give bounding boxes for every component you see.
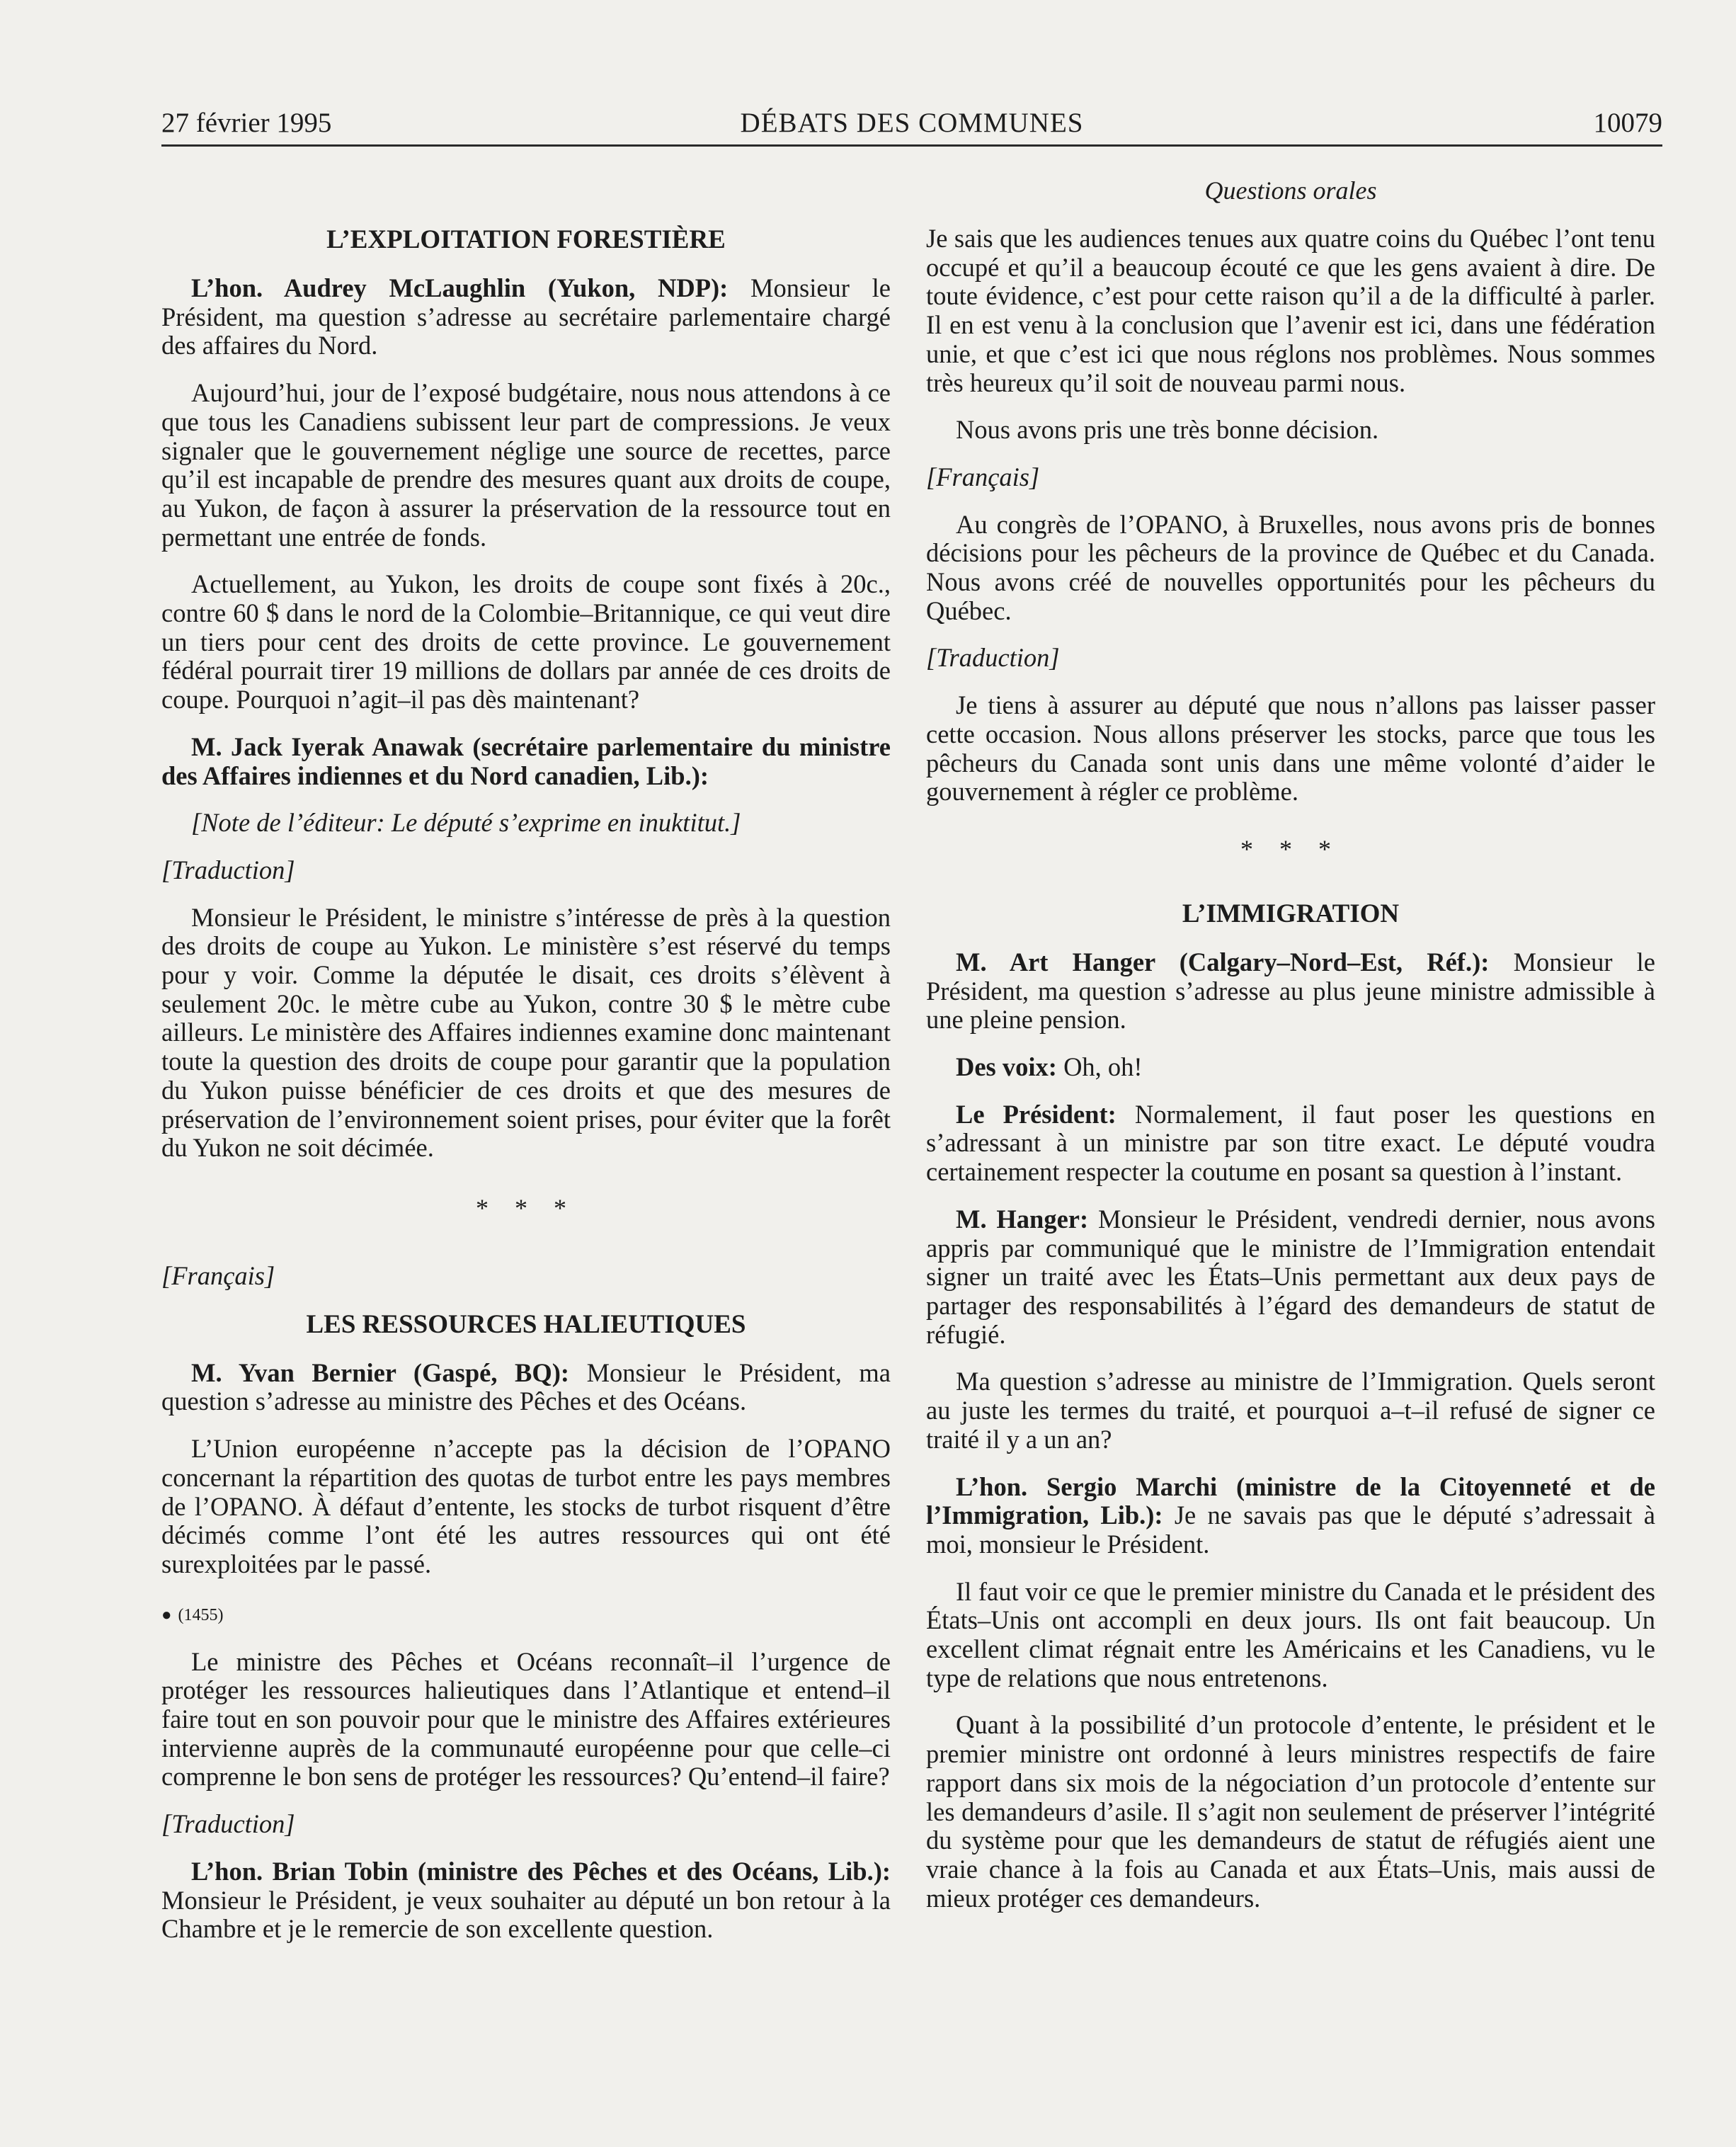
left-column — [161, 173, 891, 1962]
header-title: DÉBATS DES COMMUNES — [740, 108, 1084, 138]
language-note: [Traduction] — [161, 1809, 295, 1839]
time-marker — [161, 1598, 891, 1629]
language-note: [Traduction] — [926, 643, 1060, 673]
speech-paragraph: Je tiens à assurer au député que nous n’allons pas laisser passer cette occasion. Nous allons préserver les stocks, parce que tous les pêcheurs du Canada sont unis dans une même volonté d’aider le gouvernement à régler ce problème. — [926, 690, 1655, 807]
speech-paragraph: M. Art Hanger (Calgary–Nord–Est, Réf.): Monsieur le Président, ma question s’adresse au plus jeune ministre admissible à une pleine pension. — [926, 947, 1656, 1035]
speech-paragraph: M. Yvan Bernier (Gaspé, BQ): Monsieur le Président, ma question s’adresse au ministre des Pêches et des Océans. — [161, 1357, 891, 1416]
speech-paragraph: L’hon. Sergio Marchi (ministre de la Citoyenneté et de l’Immigration, Lib.): Je ne savais pas que le député s’adressait à moi, monsieur le Président. — [926, 1471, 1655, 1559]
speech-paragraph: L’hon. Audrey McLaughlin (Yukon, NDP): Monsieur le Président, ma question s’adresse au secrétaire parlementaire chargé des affaires du Nord. — [161, 273, 891, 360]
speech-paragraph: Actuellement, au Yukon, les droits de coupe sont fixés à 20c., contre 60 $ dans le nord de la Colombie–Britannique, ce qui veut dire un tiers pour cent des droits de cette province. Le gouvernement fédéral pourrait tirer 19 millions de dollars par année de ces droits de coupe. Pourquoi n’agit–il pas dès maintenant? — [161, 569, 891, 714]
running-head: Questions orales — [1204, 176, 1377, 205]
section-separator: * * * — [1240, 834, 1341, 863]
speech-paragraph: M. Hanger: Monsieur le Président, vendredi dernier, nous avons appris par communiqué que le ministre de l’Immigration entendait signer un traité avec les États–Unis permettant aux deux pays de partager des responsabilités à l’égard des demandeurs de statut de réfugié. — [926, 1204, 1655, 1349]
speaker-name: L’hon. Brian Tobin (ministre des Pêches et des Océans, Lib.): — [191, 1856, 891, 1886]
speech-paragraph: Ma question s’adresse au ministre de l’Immigration. Quels seront au juste les termes du traité, et pourquoi a–t–il refusé de signer ce traité il y a un an? — [926, 1367, 1655, 1454]
speaker-name: L’hon. Sergio Marchi (ministre de la Citoyenneté et de l’Immigration, Lib.): — [926, 1471, 1655, 1530]
header-page-number: 10079 — [1593, 108, 1662, 138]
section-heading-forestry: L’EXPLOITATION FORESTIÈRE — [326, 225, 726, 254]
header-rule — [161, 144, 1662, 147]
page-header — [161, 103, 1662, 143]
right-column — [926, 173, 1655, 1931]
section-separator: * * * — [476, 1193, 576, 1222]
speaker-name: L’hon. Audrey McLaughlin (Yukon, NDP): — [191, 273, 729, 302]
speaker-name: M. Hanger: — [956, 1204, 1089, 1234]
language-note: [Traduction] — [161, 855, 295, 884]
speech-paragraph — [161, 733, 891, 790]
speech-paragraph: Il faut voir ce que le premier ministre du Canada et le président des États–Unis ont accompli en deux jours. Ils ont fait beaucoup. Un excellent climat régnait entre les Américains et les Canadiens, vu le type de relations que nous entretenons. — [926, 1576, 1655, 1692]
speech-paragraph: Le Président: Normalement, il faut poser les questions en s’adressant à un ministre par son titre exact. Le député voudra certainement respecter la coutume en posant sa question à l’instant. — [926, 1099, 1655, 1187]
speech-paragraph: Des voix: Oh, oh! — [956, 1052, 1143, 1082]
time-stamp: (1455) — [178, 1605, 224, 1624]
speech-paragraph: Aujourd’hui, jour de l’exposé budgétaire, nous nous attendons à ce que tous les Canadiens subissent leur part de compressions. Je veux signaler que le gouvernement néglige une source de recettes, parce qu’il est incapable de prendre des mesures quant aux droits de coupe, au Yukon, de façon à assurer la préservation de la ressource tout en permettant une entrée de fonds. — [161, 378, 891, 552]
speaker-name: M. Yvan Bernier (Gaspé, BQ): — [191, 1357, 570, 1387]
speaker-name: Le Président: — [956, 1099, 1117, 1129]
editor-note: [Note de l’éditeur: Le député s’exprime en inuktitut.] — [191, 808, 741, 838]
speech-paragraph: Quant à la possibilité d’un protocole d’entente, le président et le premier ministre ont ordonné à leurs ministres respectifs de faire rapport dans six mois de la négociation d’un protocole d’entente sur les demandeurs d’asile. Il s’agit non seulement de préserver l’intégrité du système pour que les demandeurs de statut de réfugiés aient une vraie chance à la fois au Canada et aux États–Unis, mais aussi de mieux protéger ces demandeurs. — [926, 1710, 1655, 1913]
speech-paragraph: Monsieur le Président, le ministre s’intéresse de près à la question des droits de coupe au Yukon. Le ministère s’est réservé du temps pour y voir. Comme la députée le disait, ces droits s’élèvent à seulement 20c. le mètre cube au Yukon, contre 30 $ le mètre cube ailleurs. Le ministère des Affaires indiennes examine donc maintenant toute la question des droits de coupe pour garantir que la population du Yukon puisse bénéficier de ces droits et que des mesures de préservation de l’environnement soient prises, pour éviter que la forêt du Yukon ne soit décimée. — [161, 902, 891, 1163]
language-note: [Français] — [926, 462, 1040, 491]
bullet-icon: ● — [161, 1605, 172, 1624]
speaker-name: M. Art Hanger (Calgary–Nord–Est, Réf.): — [956, 947, 1490, 976]
speech-paragraph: Nous avons pris une très bonne décision. — [956, 415, 1379, 445]
speech-paragraph: L’Union européenne n’accepte pas la décision de l’OPANO concernant la répartition des quotas de turbot entre les pays membres de l’OPANO. À défaut d’entente, les stocks de turbot risquent d’être décimés comme l’ont été les autres ressources qui ont été surexploitées par le passé. — [161, 1434, 891, 1578]
speech-paragraph: Le ministre des Pêches et Océans reconnaît–il l’urgence de protéger les ressources halieutiques dans l’Atlantique et entend–il faire tout en son pouvoir pour que le ministre des Affaires extérieures intervienne auprès de la communauté européenne pour que celle–ci comprenne le bon sens de protéger les ressources? Qu’entend–il faire? — [161, 1646, 891, 1792]
section-heading-immigration: L’IMMIGRATION — [1182, 899, 1400, 928]
speech-paragraph: Au congrès de l’OPANO, à Bruxelles, nous avons pris de bonnes décisions pour les pêcheurs de la province de Québec et du Canada. Nous avons créé de nouvelles opportunités pour les pêcheurs du Québec. — [926, 509, 1655, 625]
section-heading-fisheries: LES RESSOURCES HALIEUTIQUES — [306, 1309, 746, 1339]
speech-paragraph: Je sais que les audiences tenues aux quatre coins du Québec l’ont tenu occupé et qu’il a beaucoup écouté ce que les gens avaient à dire. De toute évidence, c’est pour cette raison qu’il a de la difficulté à parler. Il en est venu à la conclusion que l’avenir est ici, dans une fédération unie, et que c’est ici que nous réglons nos problèmes. Nous sommes très heureux qu’il soit de nouveau parmi nous. — [926, 224, 1655, 397]
language-note: [Français] — [161, 1260, 275, 1290]
speech-paragraph: L’hon. Brian Tobin (ministre des Pêches et des Océans, Lib.): Monsieur le Président, je veux souhaiter au député un bon retour à la Chambre et je le remercie de son excellente question. — [161, 1856, 891, 1944]
speaker-name: Des voix: — [956, 1052, 1057, 1082]
column-top-spacer — [161, 173, 891, 224]
speaker-name: M. Jack Iyerak Anawak (secrétaire parlementaire du ministre des Affaires indiennes et du Nord canadien, Lib.): — [161, 731, 891, 790]
header-date: 27 février 1995 — [161, 108, 332, 138]
